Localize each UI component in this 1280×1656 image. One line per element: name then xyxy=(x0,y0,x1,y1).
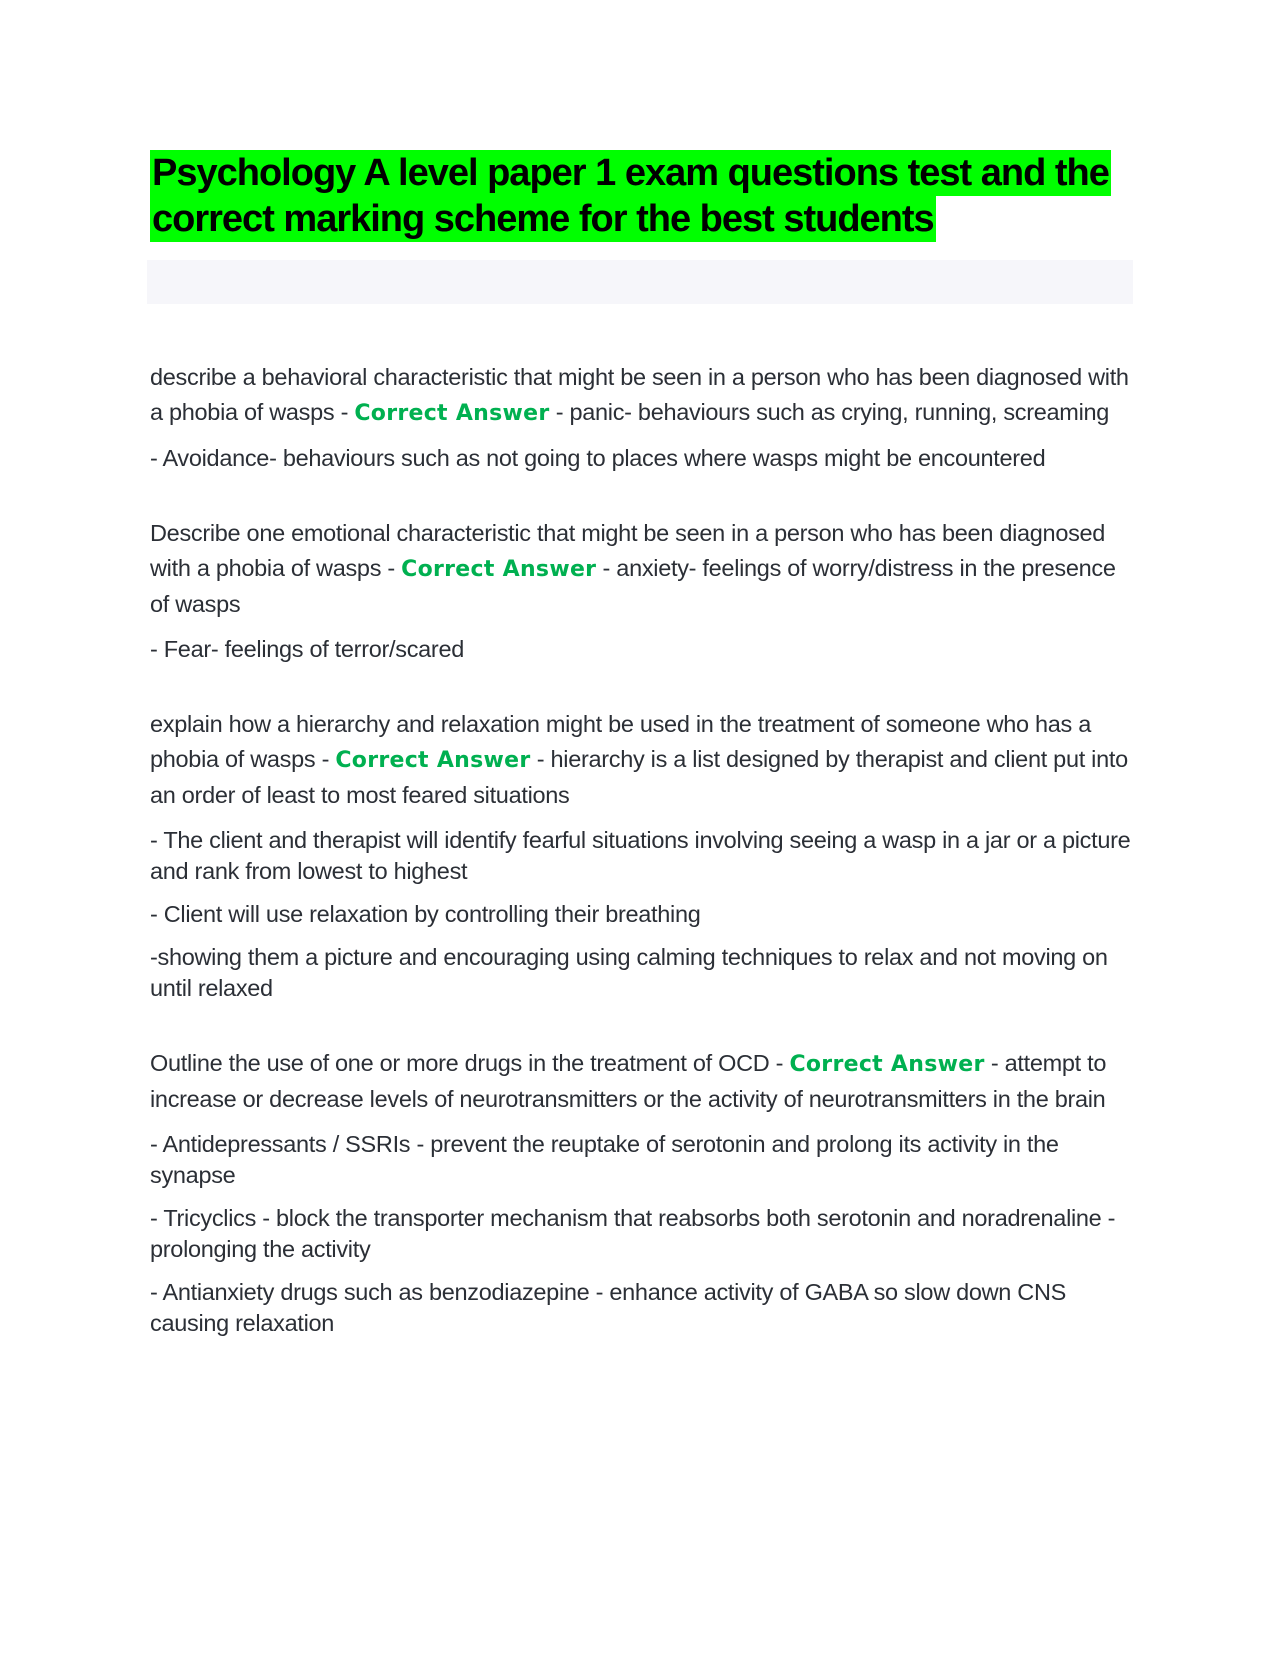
header-band xyxy=(147,260,1133,304)
qa-item xyxy=(150,516,1140,665)
qa-list xyxy=(150,360,1140,1381)
correct-answer-label: Correct Answer xyxy=(335,748,531,773)
answer-point: - Antianxiety drugs such as benzodiazepine - enhance activity of GABA so slow down CNS causing relaxation xyxy=(150,1279,1067,1336)
answer-text: - hierarchy is a list designed by therapist and client put into an order of least to most feared situations xyxy=(150,746,1128,808)
title-line-1: Psychology A level paper 1 exam questions test and the xyxy=(152,152,1109,194)
answer-point: - Antidepressants / SSRIs - prevent the reuptake of serotonin and prolong its activity in the synapse xyxy=(150,1131,1059,1188)
answer-point: - Tricyclics - block the transporter mechanism that reabsorbs both serotonin and noradrenaline - prolonging the activity xyxy=(150,1205,1116,1262)
correct-answer-label: Correct Answer xyxy=(401,557,597,582)
question-text xyxy=(150,1046,1140,1117)
answer-point: -showing them a picture and encouraging using calming techniques to relax and not moving on until relaxed xyxy=(150,944,1108,1001)
answer-text: - panic- behaviours such as crying, running, screaming xyxy=(549,399,1110,425)
question-prompt: Outline the use of one or more drugs in the treatment of OCD - xyxy=(150,1050,790,1076)
answer-point: - The client and therapist will identify fearful situations involving seeing a wasp in a jar or a picture and rank from lowest to highest xyxy=(150,827,1131,884)
answer-point: - Avoidance- behaviours such as not going to places where wasps might be encountered xyxy=(150,445,1046,471)
qa-item xyxy=(150,360,1140,474)
answer-point: - Client will use relaxation by controlling their breathing xyxy=(150,901,701,927)
answer-text: - anxiety- feelings of worry/distress in the presence of wasps xyxy=(150,555,1116,617)
qa-item xyxy=(150,1046,1140,1339)
answer-point: - Fear- feelings of terror/scared xyxy=(150,636,464,662)
question-text xyxy=(150,707,1140,813)
question-text xyxy=(150,360,1140,431)
correct-answer-label: Correct Answer xyxy=(354,401,550,426)
question-prompt: describe a behavioral characteristic that might be seen in a person who has been diagnosed with a phobia of wasps - xyxy=(150,364,1129,425)
document-title xyxy=(150,150,1140,242)
qa-item xyxy=(150,707,1140,1004)
answer-text: - attempt to increase or decrease levels of neurotransmitters or the activity of neurotransmitters in the brain xyxy=(150,1050,1107,1112)
title-line-2: correct marking scheme for the best students xyxy=(152,198,934,240)
correct-answer-label: Correct Answer xyxy=(789,1052,985,1077)
question-text xyxy=(150,516,1140,622)
question-prompt: explain how a hierarchy and relaxation might be used in the treatment of someone who has a phobia of wasps - xyxy=(150,711,1091,772)
question-prompt: Describe one emotional characteristic that might be seen in a person who has been diagnosed with a phobia of wasps - xyxy=(150,520,1106,581)
